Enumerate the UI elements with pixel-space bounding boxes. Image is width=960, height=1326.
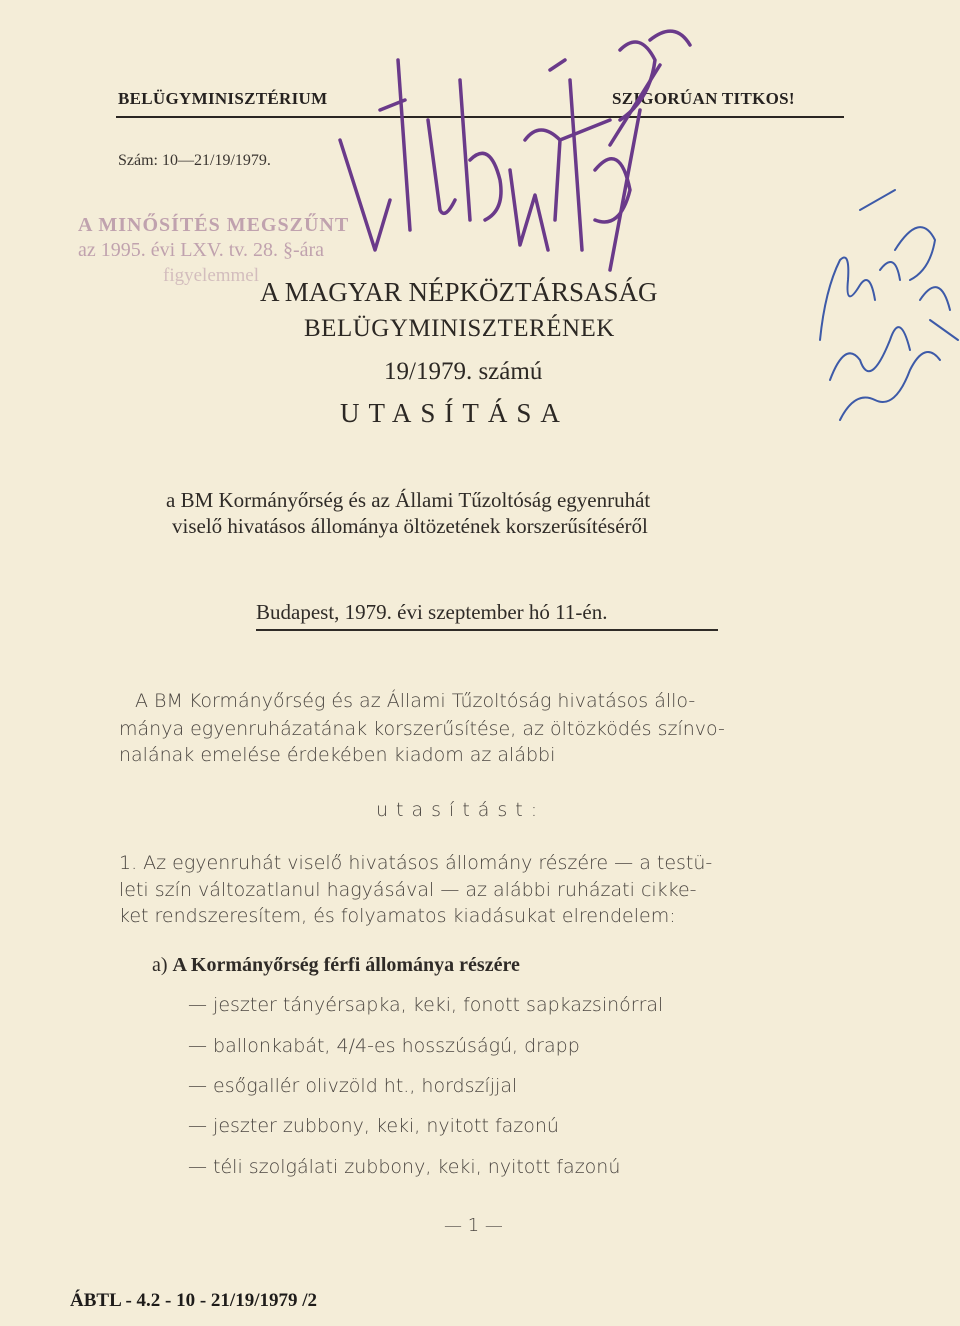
title-line-1: A MAGYAR NÉPKÖZTÁRSASÁG xyxy=(260,277,658,307)
handwritten-annotation-side xyxy=(800,190,960,440)
declassification-stamp-line3: figyelemmel xyxy=(163,265,260,286)
list-item: — jeszter zubbony, keki, nyitott fazonú xyxy=(188,1115,559,1137)
section-a-marker: a) xyxy=(152,954,168,976)
list-item: — esőgallér olivzöld ht., hordszíjjal xyxy=(188,1075,518,1097)
intro-line-3: nalának emelése érdekében kiadom az alábbi xyxy=(119,744,556,766)
declassification-stamp-line2: az 1995. évi LXV. tv. 28. §-ára xyxy=(78,239,325,261)
list-item: — téli szolgálati zubbony, keki, nyitott fazonú xyxy=(188,1156,621,1178)
instruction-word: utasítást: xyxy=(376,799,546,821)
place-date: Budapest, 1979. évi szeptember hó 11-én. xyxy=(256,600,608,624)
place-date-rule xyxy=(256,629,718,631)
archive-reference: ÁBTL - 4.2 - 10 - 21/19/1979 /2 xyxy=(70,1290,318,1311)
classification-label: SZIGORÚAN TITKOS! xyxy=(612,89,795,108)
title-line-2: BELÜGYMINISZTERÉNEK xyxy=(304,315,615,342)
item1-line-1: 1. Az egyenruhát viselő hivatásos állomány részére — a testü- xyxy=(119,852,713,874)
document-number: Szám: 10—21/19/1979. xyxy=(118,152,271,169)
item1-line-2: leti szín változatlanul hagyásával — az alábbi ruházati cikke- xyxy=(119,879,697,901)
title-line-3: 19/1979. számú xyxy=(384,358,543,385)
title-line-4: UTASÍTÁSA xyxy=(340,398,569,428)
intro-line-2: mánya egyenruházatának korszerűsítése, az öltözködés színvo- xyxy=(119,718,725,740)
section-a-heading xyxy=(152,954,520,977)
subject-line-1: a BM Kormányőrség és az Állami Tűzoltóság egyenruhát xyxy=(166,488,651,512)
declassification-stamp-line1: A MINŐSÍTÉS MEGSZŰNT xyxy=(78,214,350,236)
list-item: — ballonkabát, 4/4-es hosszúságú, drapp xyxy=(188,1035,580,1057)
subject-line-2: viselő hivatásos állománya öltözetének korszerűsítéséről xyxy=(172,514,648,538)
page-number: — 1 — xyxy=(444,1215,503,1236)
item1-line-3: ket rendszeresítem, és folyamatos kiadásukat elrendelem: xyxy=(119,905,676,927)
ministry-header: BELÜGYMINISZTÉRIUM xyxy=(118,89,328,108)
handwritten-mark xyxy=(600,60,680,150)
section-a-title: A Kormányőrség férfi állománya részére xyxy=(172,954,520,976)
list-item: — jeszter tányérsapka, keki, fonott sapkazsinórral xyxy=(188,994,664,1016)
intro-line-1: A BM Kormányőrség és az Állami Tűzoltóság hivatásos állo- xyxy=(135,690,696,712)
